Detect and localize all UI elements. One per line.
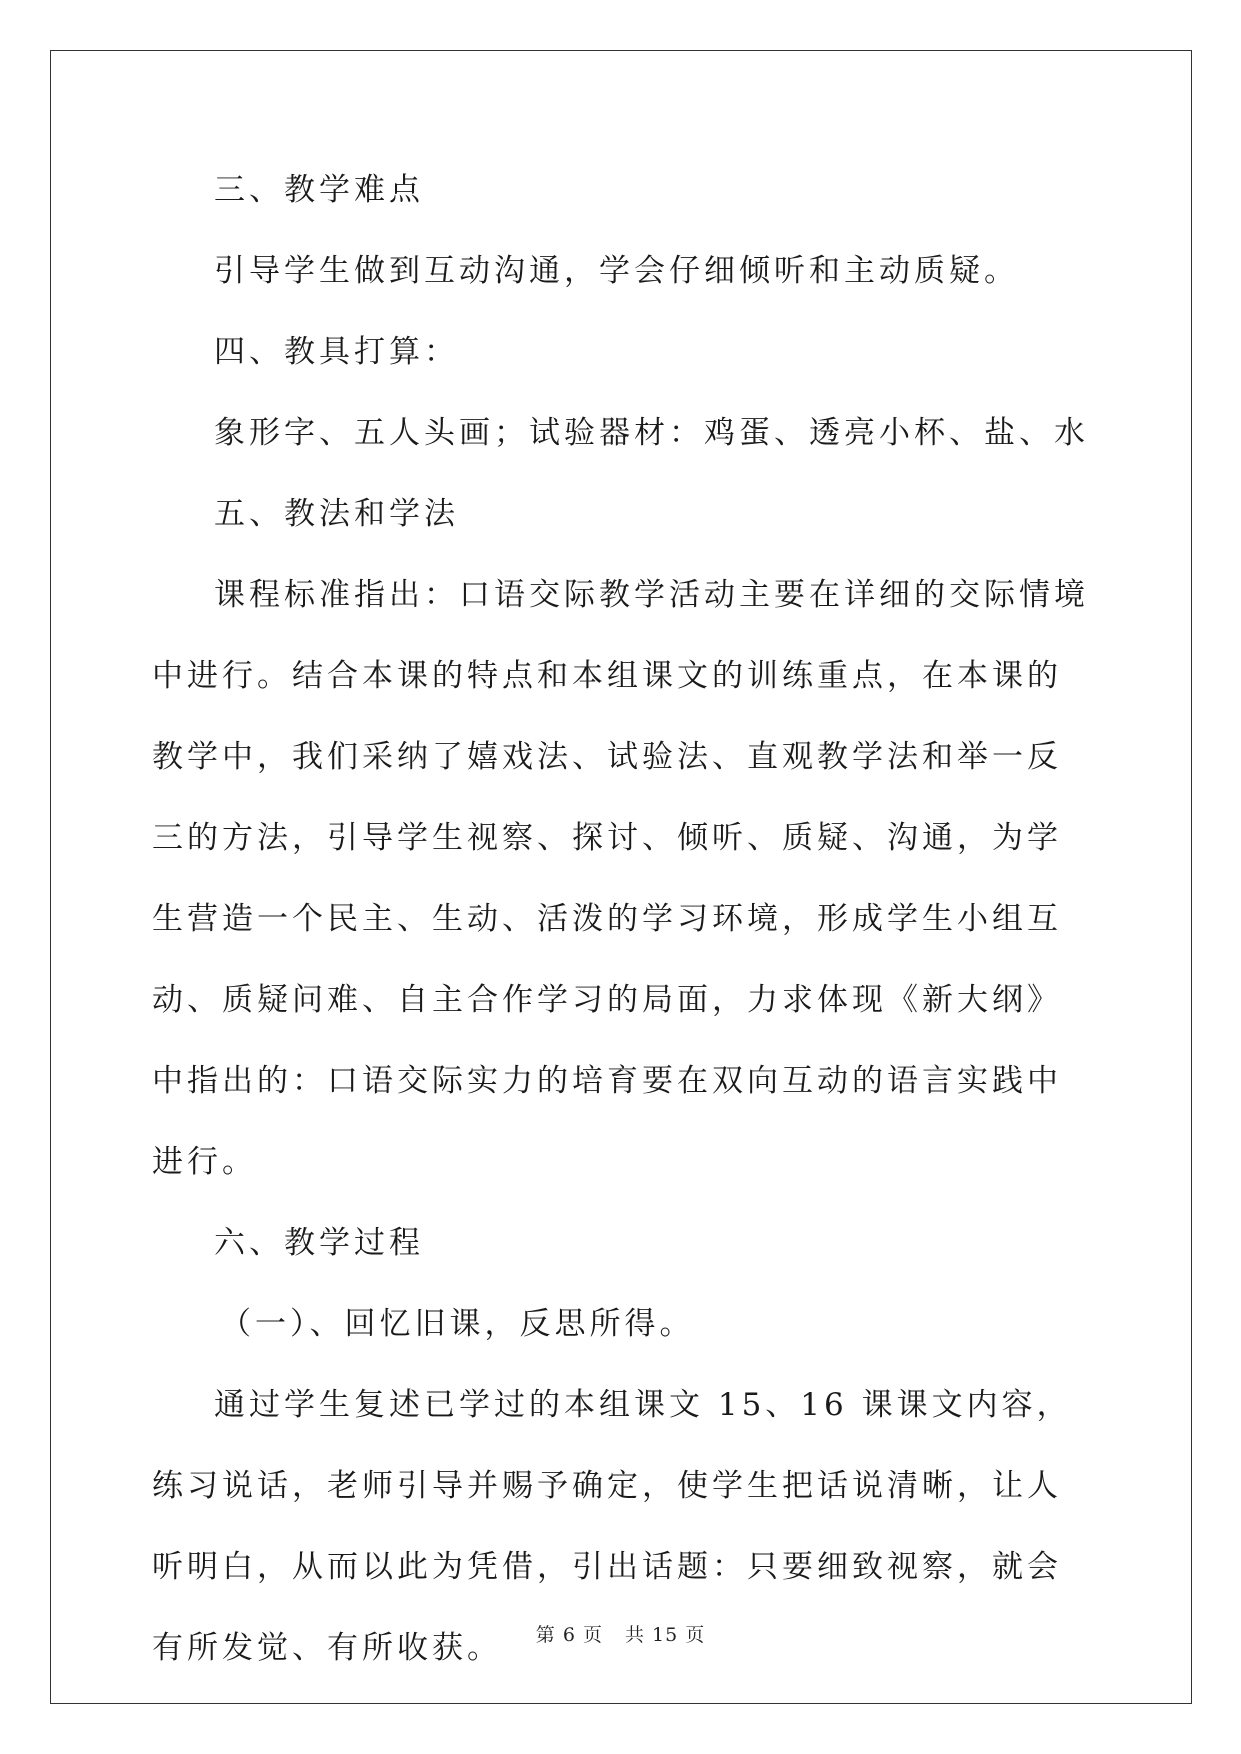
section-heading-5: 五、教法和学法 (214, 496, 459, 532)
subsection-heading-1: （一）、回忆旧课，反思所得。 (220, 1306, 695, 1342)
paragraph-methods: 课程标准指出：口语交际教学活动主要在详细的交际情境中进行。结合本课的特点和本组课文的训练重点，在本课的教学中，我们采纳了嬉戏法、试验法、直观教学法和举一反三的方法，引导学生视察、探讨、倾听、质疑、沟通，为学生营造一个民主、生动、活泼的学习环境，形成学生小组互动、质疑问难、自主合作学习的局面，力求体现《新大纲》中指出的：口语交际实力的培育要在双向互动的语言实践中进行。 (152, 577, 1089, 1180)
document-body (152, 150, 1092, 1689)
paragraph-difficulty: 引导学生做到互动沟通，学会仔细倾听和主动质疑。 (214, 253, 1019, 289)
section-heading-6: 六、教学过程 (214, 1225, 424, 1261)
paragraph-materials: 象形字、五人头画；试验器材：鸡蛋、透亮小杯、盐、水 (214, 415, 1089, 451)
section-heading-3: 三、教学难点 (214, 172, 424, 208)
page-footer (0, 1620, 1241, 1647)
paragraph-review: 通过学生复述已学过的本组课文 15、16 课课文内容，练习说话，老师引导并赐予确定，使学生把话说清晰，让人听明白，从而以此为凭借，引出话题：只要细致视察，就会有所发觉、有所收获。 (152, 1387, 1072, 1666)
page-total: 共 15 页 (624, 1624, 706, 1646)
section-heading-4: 四、教具打算： (214, 334, 459, 370)
page-number: 第 6 页 (535, 1624, 603, 1646)
